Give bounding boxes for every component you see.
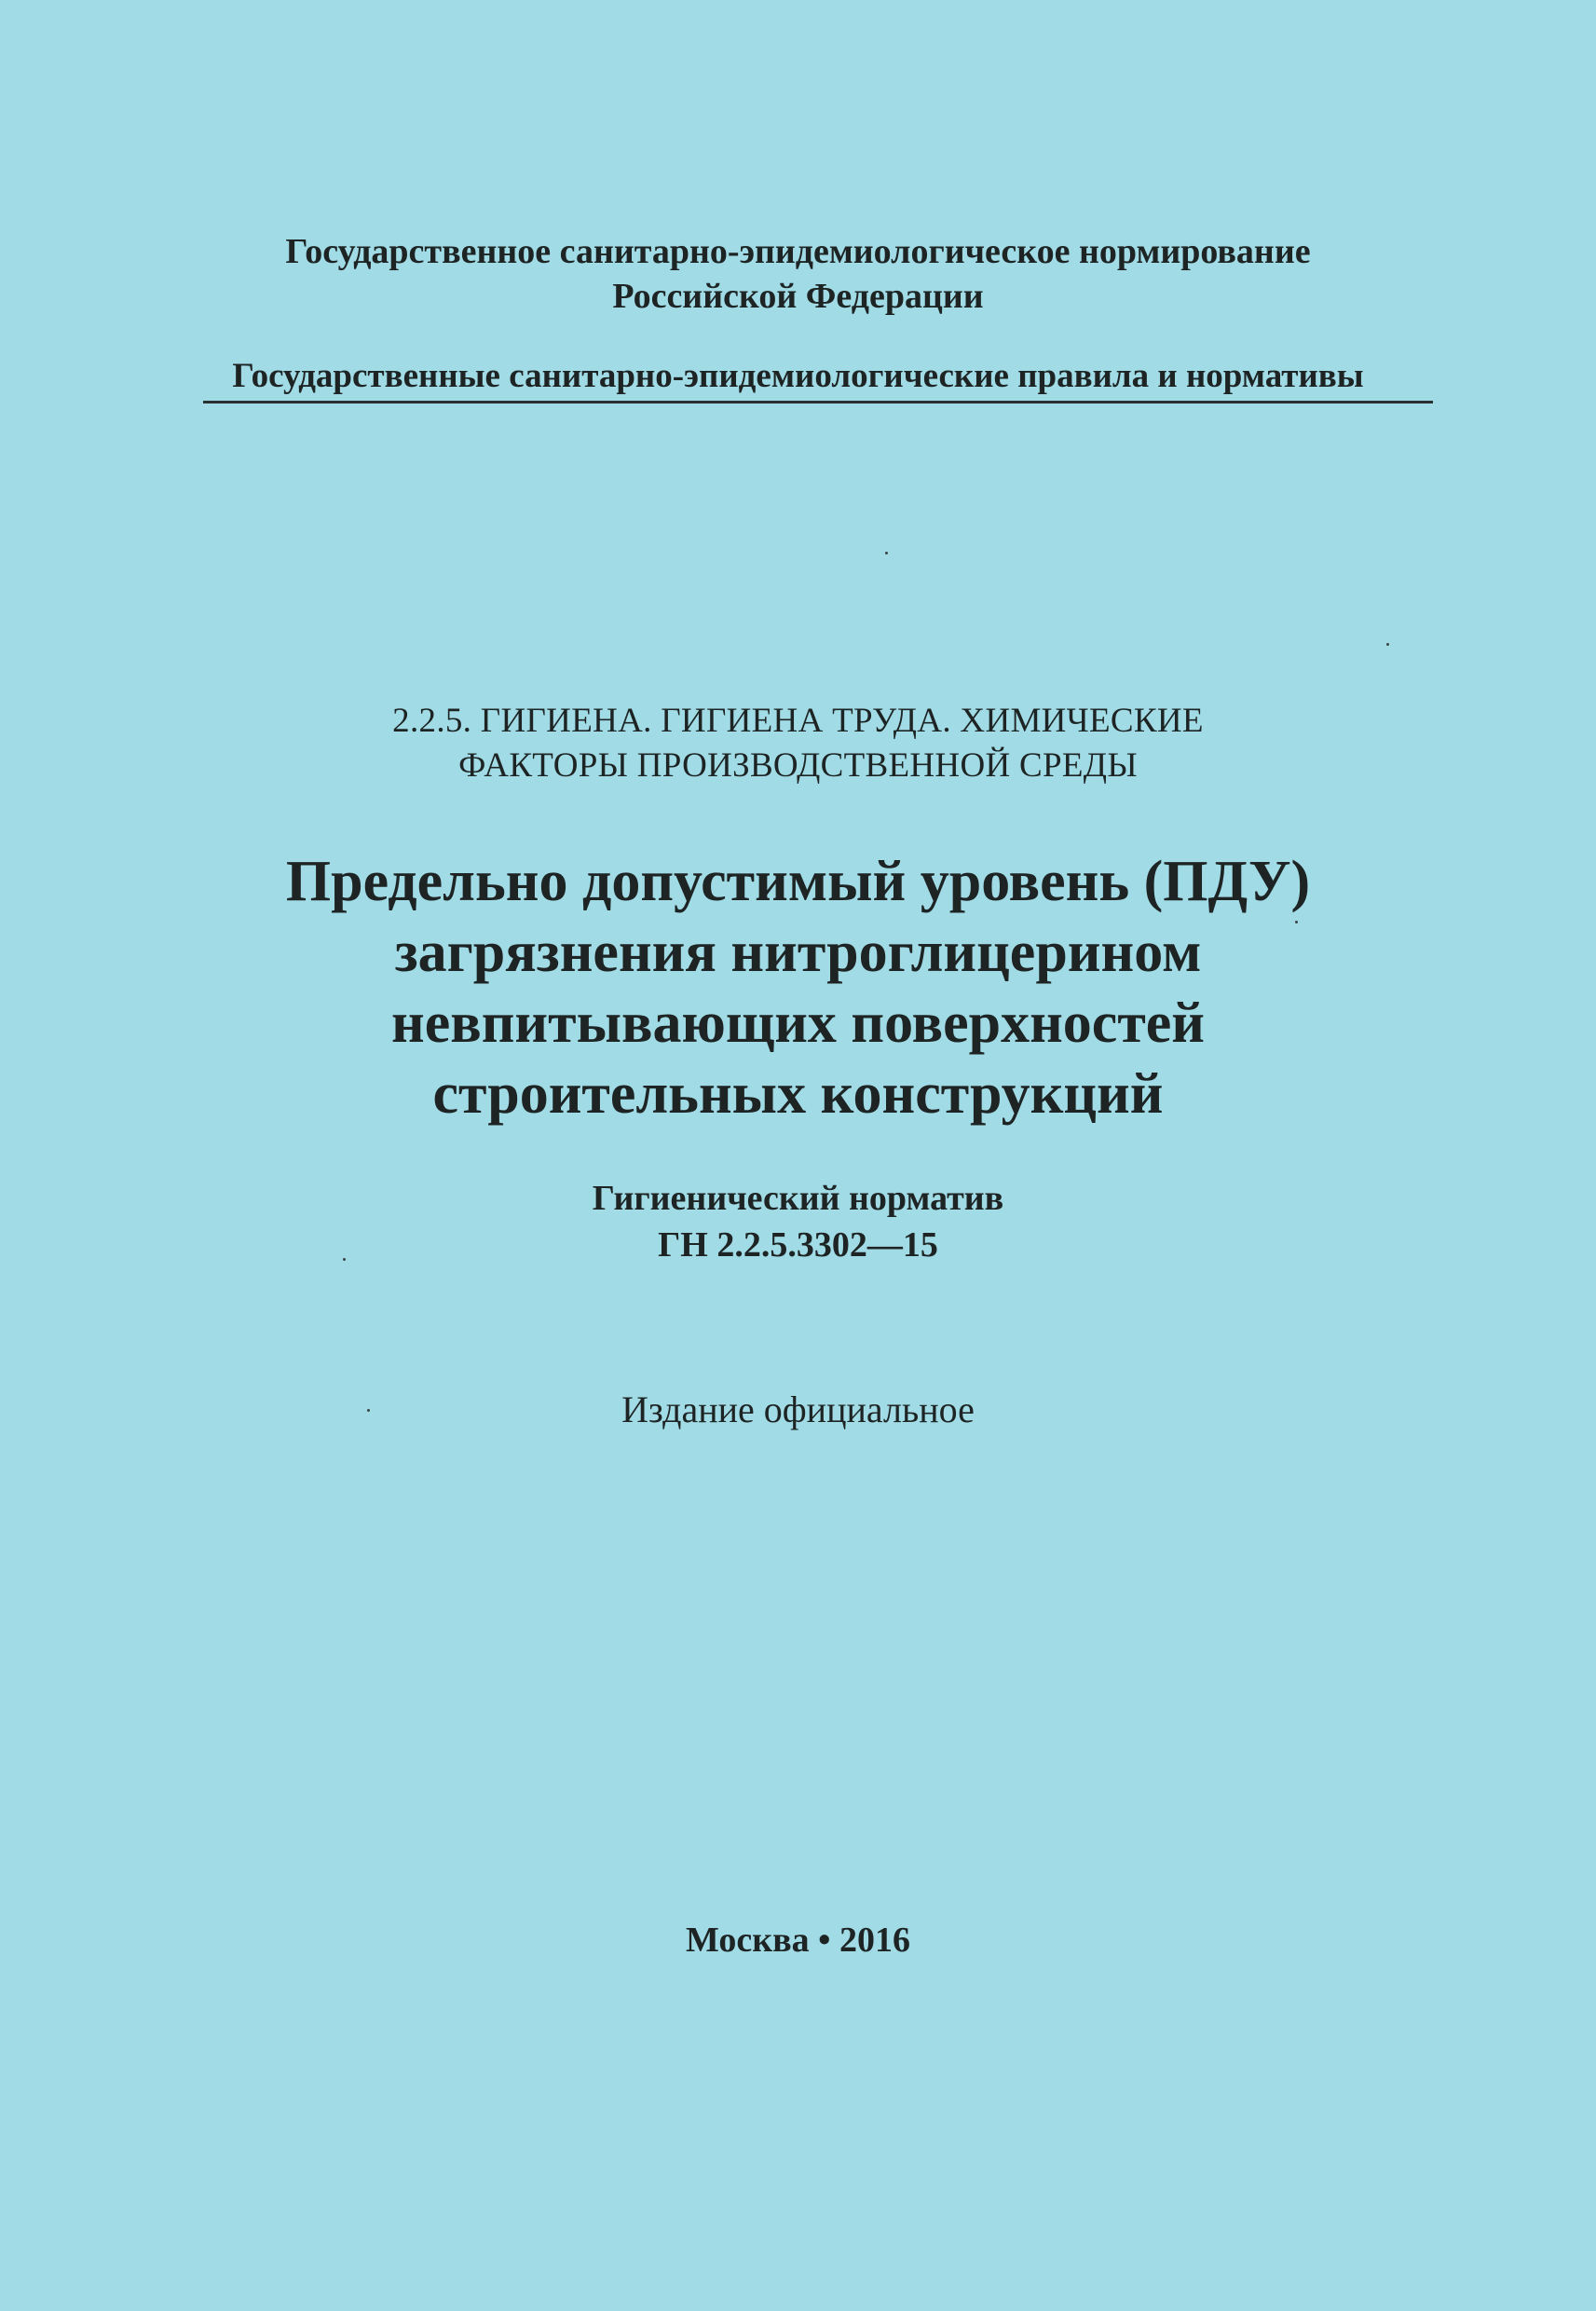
main-title-line-1: Предельно допустимый уровень (ПДУ): [285, 850, 1311, 913]
series-underline: [203, 401, 1433, 403]
scan-speck: [367, 1409, 370, 1412]
scan-speck: [885, 552, 888, 554]
scan-speck: [1386, 643, 1389, 646]
main-title-line-3: невпитывающих поверхностей: [390, 991, 1206, 1055]
norm-code: ГН 2.2.5.3302—15: [658, 1225, 938, 1265]
scan-speck: [1295, 921, 1298, 923]
norm-type: Гигиенический норматив: [592, 1179, 1004, 1218]
main-title-line-4: строительных конструкций: [432, 1062, 1164, 1126]
edition-label: Издание официальное: [621, 1388, 975, 1430]
main-title-line-2: загрязнения нитроглицерином: [394, 921, 1202, 984]
category-line-1: 2.2.5. ГИГИЕНА. ГИГИЕНА ТРУДА. ХИМИЧЕСКИЕ: [392, 702, 1204, 740]
scan-speck: [343, 1258, 346, 1261]
header-line-2: Российской Федерации: [612, 277, 984, 316]
imprint-place-year: Москва • 2016: [686, 1921, 910, 1960]
category-line-2: ФАКТОРЫ ПРОИЗВОДСТВЕННОЙ СРЕДЫ: [458, 746, 1138, 785]
series-title: Государственные санитарно-эпидемиологические правила и нормативы: [232, 357, 1364, 395]
header-line-1: Государственное санитарно-эпидемиологическое нормирование: [285, 232, 1311, 271]
